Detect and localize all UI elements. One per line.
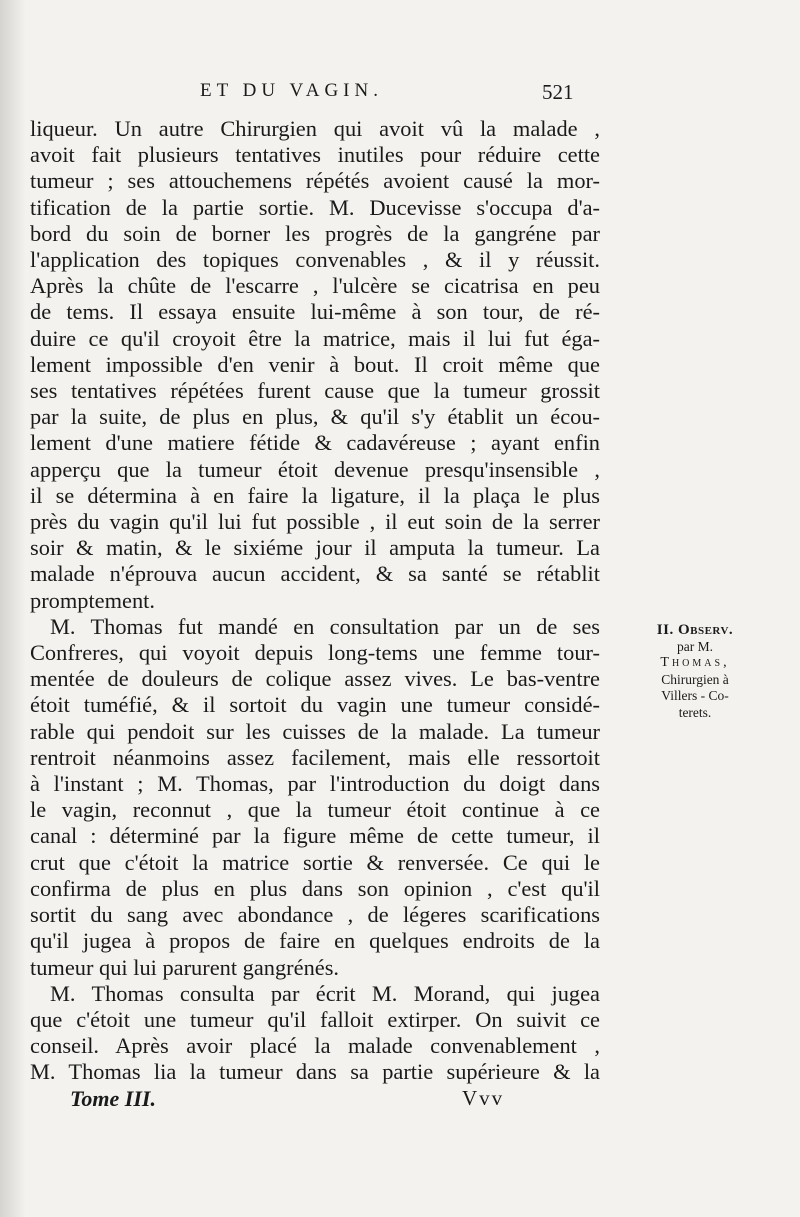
text-line: M. Thomas lia la tumeur dans sa partie supérieure & la: [30, 1059, 600, 1085]
text-line: bord du soin de borner les progrès de la gangréne par: [30, 220, 600, 246]
text-line: Après la chûte de l'escarre , l'ulcère se cicatrisa en peu: [30, 273, 600, 299]
text-line: duire ce qu'il croyoit être la matrice, mais il lui fut éga-: [30, 325, 600, 351]
body-text: [30, 116, 600, 1086]
text-line: conseil. Après avoir placé la malade convenablement ,: [30, 1033, 600, 1059]
text-line: l'application des topiques convenables , & il y réussit.: [30, 247, 600, 273]
text-line: près du vagin qu'il lui fut possible , il eut soin de la serrer: [30, 509, 600, 535]
text-line: lement impossible d'en venir à bout. Il croit même que: [30, 351, 600, 377]
text-line: étoit tuméfié, & il sortoit du vagin une tumeur considé-: [30, 692, 600, 718]
text-line: tification de la partie sortie. M. Ducevisse s'occupa d'a-: [30, 194, 600, 220]
margin-note-line: terets.: [678, 704, 712, 720]
page-number: 521: [542, 80, 574, 104]
text-line: il se détermina à en faire la ligature, il la plaça le plus: [30, 482, 600, 508]
margin-note-line: par M.: [677, 638, 713, 654]
text-line: lement d'une matiere fétide & cadavéreuse ; ayant enfin: [30, 430, 600, 456]
text-line: canal : déterminé par la figure même de cette tumeur, il: [30, 823, 600, 849]
page-gutter-shadow: [0, 0, 26, 1217]
paragraph-1: [30, 116, 600, 614]
signature-mark: Vvv: [462, 1086, 505, 1110]
text-line: rable qui pendoit sur les cuisses de la malade. La tumeur: [30, 718, 600, 744]
margin-note-line: Chirurgien à: [661, 671, 729, 687]
text-line: par la suite, de plus en plus, & qu'il s'y établit un écou-: [30, 404, 600, 430]
page-header: [0, 80, 800, 110]
text-line: confirma de plus en plus dans son opinion , c'est qu'il: [30, 875, 600, 901]
text-line: tumeur qui lui parurent gangrénés.: [30, 954, 340, 980]
margin-note-name: Thomas,: [660, 655, 730, 670]
margin-note-observation: II. Observ.: [656, 622, 734, 638]
text-line: avoit fait plusieurs tentatives inutiles pour réduire cette: [30, 142, 600, 168]
text-line: M. Thomas consulta par écrit M. Morand, qui jugea: [50, 980, 600, 1006]
text-line: liqueur. Un autre Chirurgien qui avoit vû la malade ,: [30, 116, 600, 141]
volume-label: Tome III.: [70, 1086, 156, 1111]
running-head: ET DU VAGIN.: [200, 80, 383, 101]
text-line: que c'étoit une tumeur qu'il falloit extirper. On suivit ce: [30, 1006, 600, 1032]
text-line: M. Thomas fut mandé en consultation par un de ses: [50, 613, 600, 639]
margin-note: [607, 622, 783, 721]
text-line: qu'il jugea à propos de faire en quelques endroits de la: [30, 928, 600, 954]
text-line: malade n'éprouva aucun accident, & sa santé se rétablit: [30, 561, 600, 587]
text-line: sortit du sang avec abondance , de légeres scarifications: [30, 902, 600, 928]
text-line: de tems. Il essaya ensuite lui-même à son tour, de ré-: [30, 299, 600, 325]
text-line: soir & matin, & le sixiéme jour il amputa la tumeur. La: [30, 535, 600, 561]
page-footer: [0, 1086, 800, 1116]
text-line: à l'instant ; M. Thomas, par l'introduction du doigt dans: [30, 771, 600, 797]
margin-note-line: Villers - Co-: [661, 688, 729, 703]
text-line: crut que c'étoit la matrice sortie & renversée. Ce qui le: [30, 849, 600, 875]
text-line: apperçu que la tumeur étoit devenue presqu'insensible ,: [30, 456, 600, 482]
text-line: rentroit néanmoins assez facilement, mais elle ressortoit: [30, 744, 600, 770]
text-line: le vagin, reconnut , que la tumeur étoit continue à ce: [30, 797, 600, 823]
paragraph-2: [30, 614, 600, 981]
text-line: mentée de douleurs de colique assez vives. Le bas-ventre: [30, 666, 600, 692]
text-line: Confreres, qui voyoit depuis long-tems une femme tour-: [30, 640, 600, 666]
paragraph-3: [30, 981, 600, 1086]
text-line: tumeur ; ses attouchemens répétés avoient causé la mor-: [30, 168, 600, 194]
text-line: ses tentatives répétées furent cause que la tumeur grossit: [30, 378, 600, 404]
text-line: promptement.: [30, 587, 155, 613]
